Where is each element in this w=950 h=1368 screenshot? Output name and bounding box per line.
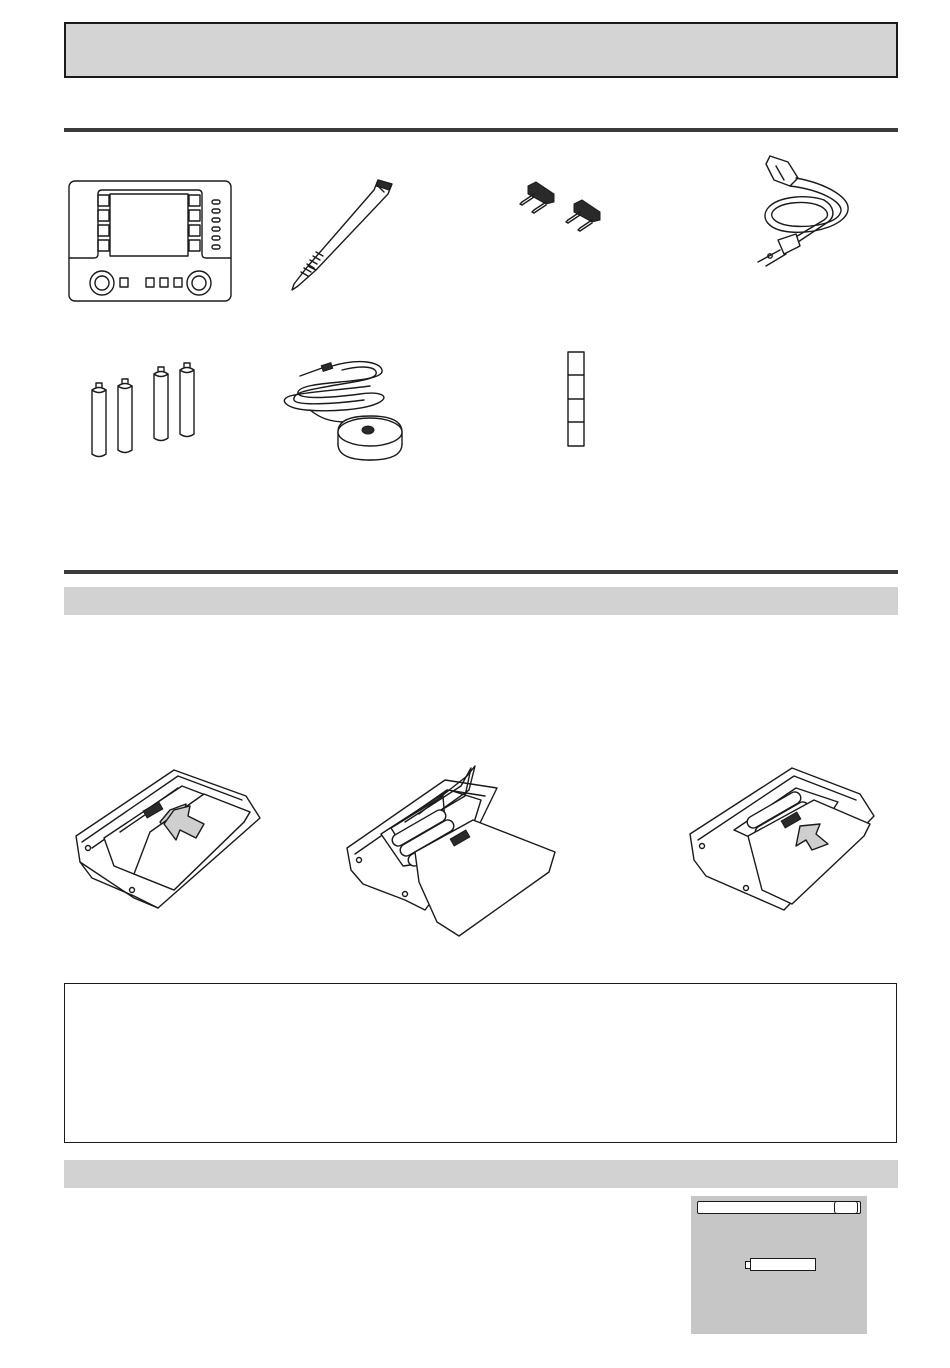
power-cord-icon	[738, 154, 864, 272]
battery-level-bar	[750, 1258, 816, 1271]
section-rule-accessories	[64, 128, 898, 132]
aa-batteries-icon	[86, 362, 216, 460]
section-rule-batteries	[64, 570, 898, 574]
battery-check-section-header	[64, 1160, 898, 1188]
battery-insert-icon	[345, 762, 565, 938]
stylus-pen-icon	[286, 178, 402, 294]
lcd-close-button[interactable]	[834, 1201, 858, 1214]
jumper-plugs-icon	[512, 180, 608, 240]
page-title-box	[64, 22, 898, 78]
remote-control-icon	[68, 180, 234, 304]
label-strip-icon	[566, 350, 586, 450]
lcd-screen	[691, 1196, 867, 1334]
battery-cover-close-icon	[688, 764, 884, 914]
battery-cover-slide-icon	[74, 766, 264, 916]
notice-box	[64, 983, 897, 1143]
battery-section-header	[64, 587, 898, 615]
microphone-icon	[270, 356, 416, 466]
